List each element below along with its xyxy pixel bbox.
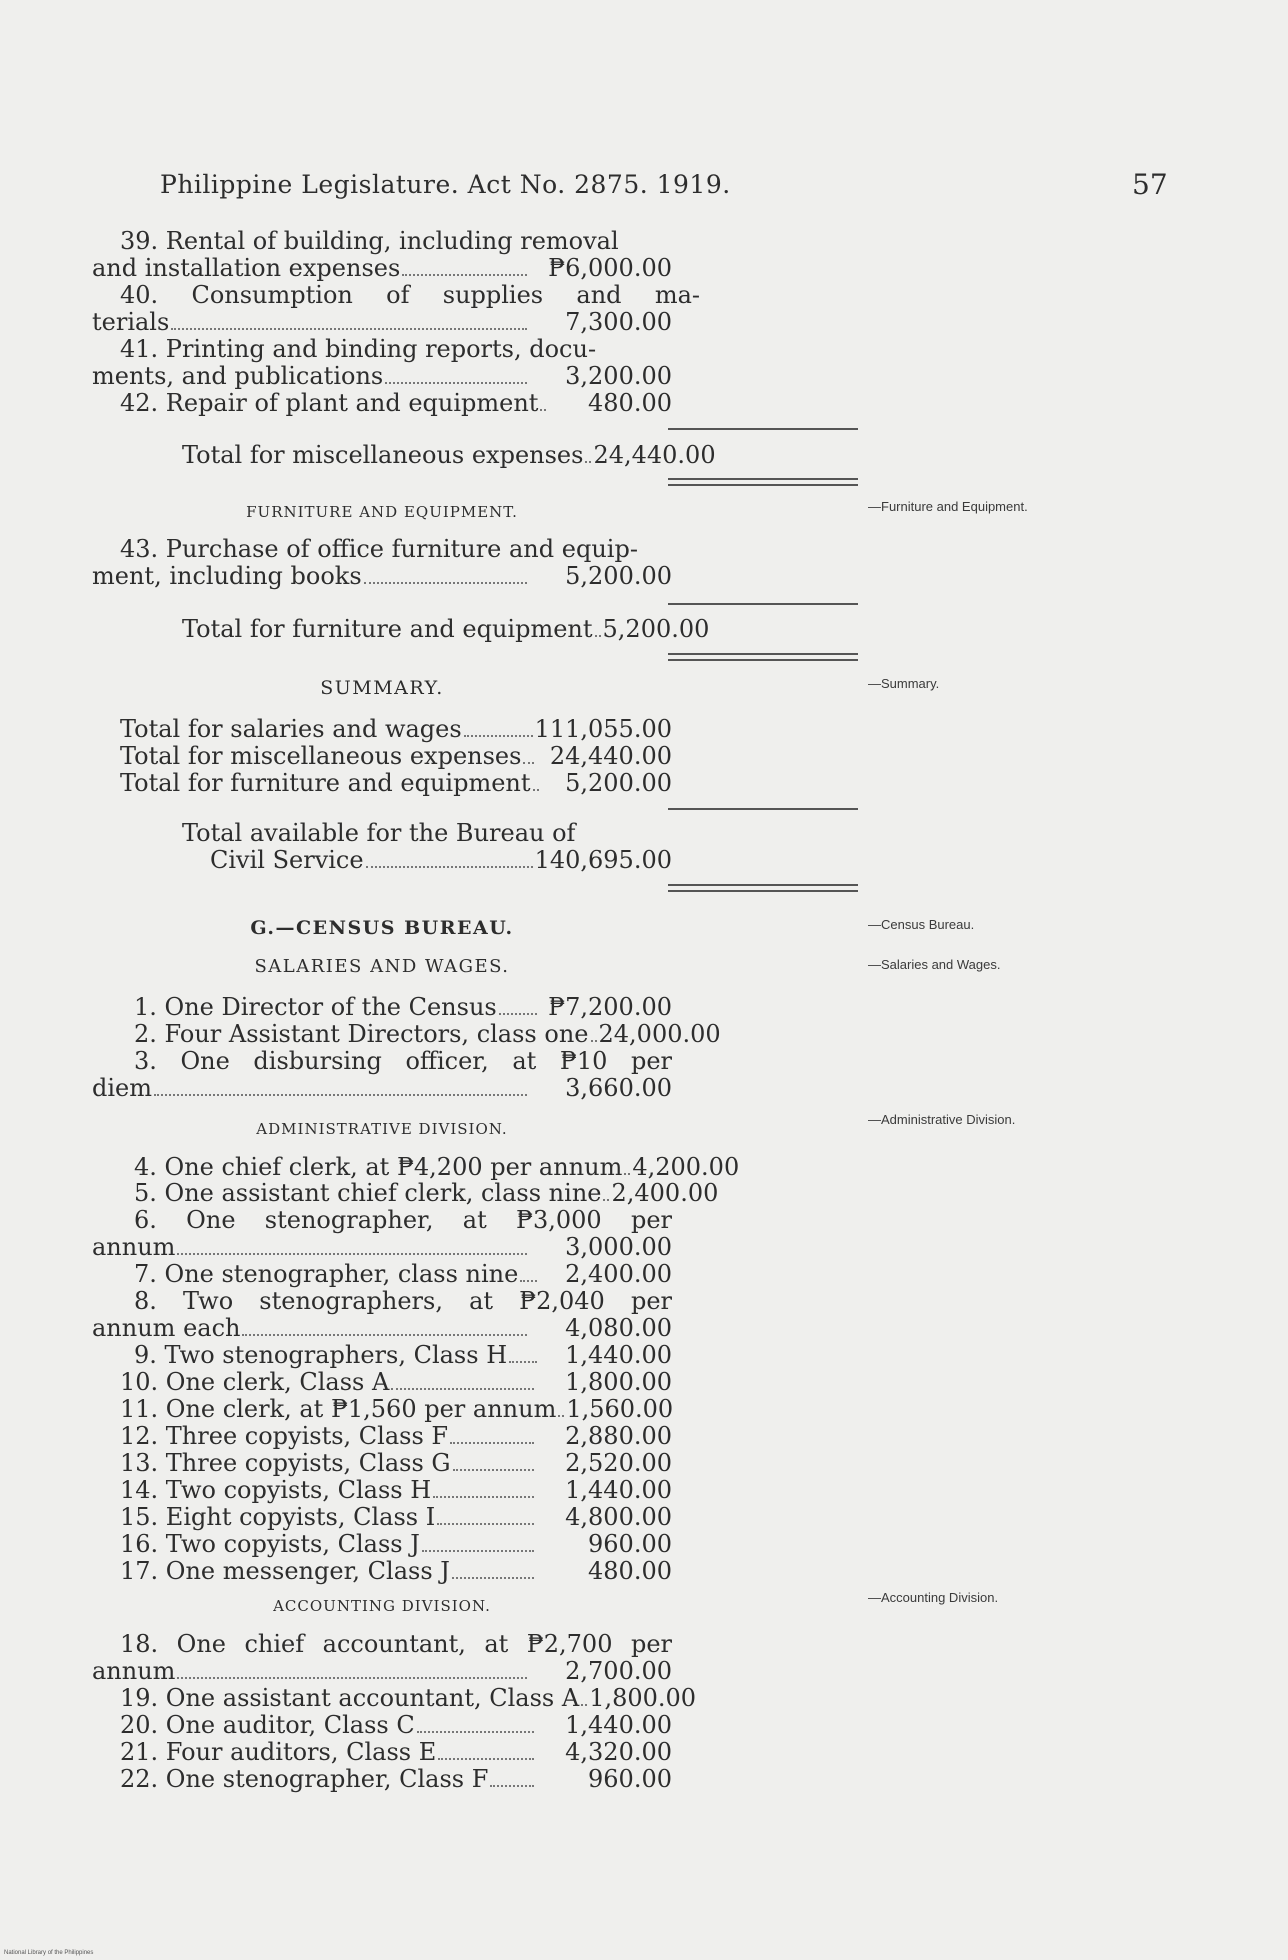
summary-row-misc: Total for miscellaneous expenses 24,440.00 [120, 742, 672, 770]
amount: 1,560.00 [566, 1395, 674, 1423]
section-heading-summary: SUMMARY. [320, 677, 444, 699]
item-13: 13. Three copyists, Class G 2,520.00 [120, 1449, 672, 1477]
amount: 2,400.00 [611, 1179, 719, 1207]
amount: 3,000.00 [565, 1233, 672, 1261]
total-rule [668, 428, 858, 430]
margin-note-furniture: —Furniture and Equipment. [868, 499, 1028, 514]
item-11: 11. One clerk, at ₱1,560 per annum 1,560.00 [120, 1395, 674, 1423]
amount: ₱7,200.00 [548, 993, 672, 1021]
double-rule [668, 478, 858, 480]
item-16: 16. Two copyists, Class J 960.00 [120, 1530, 672, 1558]
scan-footer: National Library of the Philippines [4, 1950, 94, 1956]
total-rule [668, 603, 858, 605]
section-heading-administrative: ADMINISTRATIVE DIVISION. [256, 1120, 508, 1138]
amount: ₱6,000.00 [548, 254, 672, 282]
amount: 4,320.00 [565, 1738, 672, 1766]
item-42: 42. Repair of plant and equipment 480.00 [120, 389, 672, 417]
amount: 960.00 [588, 1530, 672, 1558]
amount: 4,080.00 [565, 1314, 672, 1342]
item-39: 39. Rental of building, including removal and installation expenses ₱6,000.00 [92, 227, 672, 282]
amount: 2,880.00 [565, 1422, 672, 1450]
section-heading-census-bureau: G.—CENSUS BUREAU. [250, 917, 514, 939]
item-3: 3. One disbursing officer, at ₱10 per diem 3,660.00 [92, 1047, 672, 1102]
page-number: 57 [1132, 168, 1168, 201]
item-18: 18. One chief accountant, at ₱2,700 per annum 2,700.00 [92, 1630, 672, 1685]
margin-note-summary: —Summary. [868, 676, 940, 691]
amount: 4,800.00 [565, 1503, 672, 1531]
summary-grand-total: Total available for the Bureau of Civil Service 140,695.00 [182, 819, 672, 874]
amount: 1,800.00 [589, 1684, 697, 1712]
amount: 5,200.00 [565, 769, 672, 797]
item-10: 10. One clerk, Class A 1,800.00 [120, 1368, 672, 1396]
amount: 2,700.00 [565, 1657, 672, 1685]
amount: 480.00 [588, 389, 672, 417]
item-21: 21. Four auditors, Class E 4,320.00 [120, 1738, 672, 1766]
amount: 1,440.00 [565, 1476, 672, 1504]
double-rule [668, 884, 858, 886]
double-rule [668, 890, 858, 892]
item-4: 4. One chief clerk, at ₱4,200 per annum 4,200.00 [134, 1153, 740, 1181]
misc-total: Total for miscellaneous expenses 24,440.00 [182, 441, 716, 469]
item-40: 40. Consumption of supplies and ma- terials 7,300.00 [92, 281, 700, 336]
amount: 7,300.00 [565, 308, 672, 336]
amount: 111,055.00 [534, 715, 672, 743]
item-19: 19. One assistant accountant, Class A 1,800.00 [120, 1684, 697, 1712]
item-7: 7. One stenographer, class nine 2,400.00 [134, 1260, 672, 1288]
item-12: 12. Three copyists, Class F 2,880.00 [120, 1422, 672, 1450]
total-rule [668, 808, 858, 810]
double-rule [668, 659, 858, 661]
item-43: 43. Purchase of office furniture and equip- ment, including books 5,200.00 [92, 535, 672, 590]
amount: 2,520.00 [565, 1449, 672, 1477]
section-heading-furniture: FURNITURE AND EQUIPMENT. [246, 503, 518, 521]
amount: 2,400.00 [565, 1260, 672, 1288]
margin-note-salaries: —Salaries and Wages. [868, 957, 1001, 972]
section-heading-salaries: SALARIES AND WAGES. [254, 956, 510, 977]
item-1: 1. One Director of the Census ₱7,200.00 [134, 993, 672, 1021]
amount: 480.00 [588, 1557, 672, 1585]
double-rule [668, 484, 858, 486]
item-22: 22. One stenographer, Class F 960.00 [120, 1765, 672, 1793]
furniture-total: Total for furniture and equipment 5,200.00 [182, 615, 710, 643]
item-14: 14. Two copyists, Class H 1,440.00 [120, 1476, 672, 1504]
amount: 1,440.00 [565, 1341, 672, 1369]
margin-note-administrative: —Administrative Division. [868, 1112, 1016, 1127]
amount: 1,800.00 [565, 1368, 672, 1396]
amount: 5,200.00 [602, 615, 710, 643]
margin-note-accounting: —Accounting Division. [868, 1590, 999, 1605]
amount: 3,660.00 [565, 1074, 672, 1102]
running-header: Philippine Legislature. Act No. 2875. 1919. [160, 170, 731, 199]
amount: 5,200.00 [565, 562, 672, 590]
item-17: 17. One messenger, Class J 480.00 [120, 1557, 672, 1585]
item-8: 8. Two stenographers, at ₱2,040 per annum each 4,080.00 [92, 1287, 672, 1342]
amount: 1,440.00 [565, 1711, 672, 1739]
amount: 140,695.00 [534, 846, 672, 874]
margin-note-census-bureau: —Census Bureau. [868, 917, 975, 932]
item-5: 5. One assistant chief clerk, class nine 2,400.00 [134, 1179, 719, 1207]
item-9: 9. Two stenographers, Class H 1,440.00 [134, 1341, 672, 1369]
item-41: 41. Printing and binding reports, docu- ments, and publications 3,200.00 [92, 335, 672, 390]
double-rule [668, 653, 858, 655]
item-15: 15. Eight copyists, Class I 4,800.00 [120, 1503, 672, 1531]
item-20: 20. One auditor, Class C 1,440.00 [120, 1711, 672, 1739]
amount: 4,200.00 [632, 1153, 740, 1181]
amount: 24,000.00 [598, 1020, 721, 1048]
amount: 24,440.00 [549, 742, 672, 770]
amount: 3,200.00 [565, 362, 672, 390]
summary-row-salaries: Total for salaries and wages 111,055.00 [120, 715, 672, 743]
amount: 24,440.00 [593, 441, 716, 469]
amount: 960.00 [588, 1765, 672, 1793]
item-6: 6. One stenographer, at ₱3,000 per annum 3,000.00 [92, 1206, 672, 1261]
item-2: 2. Four Assistant Directors, class one 24,000.00 [134, 1020, 721, 1048]
summary-row-furniture: Total for furniture and equipment 5,200.00 [120, 769, 672, 797]
section-heading-accounting: ACCOUNTING DIVISION. [273, 1597, 491, 1615]
